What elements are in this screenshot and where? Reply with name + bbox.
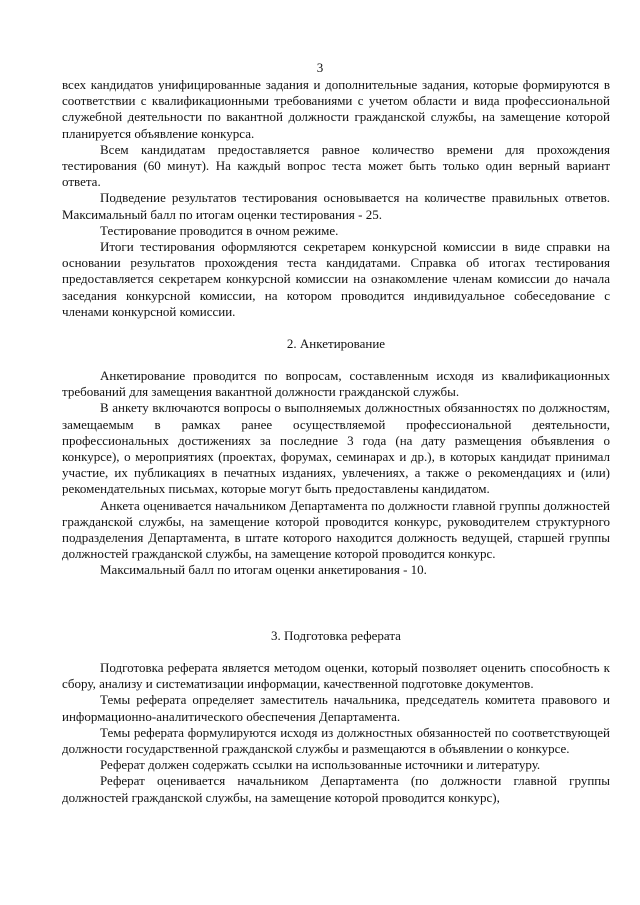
paragraph: Анкетирование проводится по вопросам, составленным исходя из квалификационных требований для замещения вакантной должности гражданской службы. [62,368,610,400]
paragraph: Реферат оценивается начальником Департамента (по должности главной группы должностей гражданской службы, на замещение которой проводится конкурс), [62,773,610,805]
section-questionnaire [62,368,610,579]
section-essay [62,660,610,806]
paragraph: Темы реферата определяет заместитель начальника, председатель комитета правового и информационно-аналитического обеспечения Департамента. [62,692,610,724]
paragraph: Темы реферата формулируются исходя из должностных обязанностей по соответствующей должности государственной гражданской службы и размещаются в объявлении о конкурсе. [62,724,610,757]
section-testing-continued [62,77,610,320]
section-heading-essay: 3. Подготовка реферата [271,628,401,643]
paragraph: Итоги тестирования оформляются секретарем конкурсной комиссии в виде справки на основании результатов прохождения теста кандидатами. Справка об итогах тестирования предоставляется секретарем конкурсной комиссии на ознакомление членам комиссии до начала заседания конкурсной комиссии, на котором проводится индивидуальное собеседование с членами конкурсной комиссии. [62,239,610,319]
paragraph: В анкету включаются вопросы о выполняемых должностных обязанностях по должностям, замещаемым в рамках ранее осуществляемой профессиональной деятельности, профессиональных достижениях за последние 3 года (на дату размещения объявления о конкурсе), о мероприятиях (проектах, форумах, семинарах и др.), в которых кандидат принимал участие, их публикациях в печатных изданиях, увлечениях, а также о рекомендациях и (или) рекомендательных письмах, которые могут быть предоставлены кандидатом. [62,400,610,497]
paragraph: Анкета оценивается начальником Департамента по должности главной группы должностей гражданской службы, на замещение которой проводится конкурс, руководителем структурного подразделения Департамента, в штате которого находится должность ведущей, старшей группы должностей гражданской службы, на замещение которой проводится конкурс. [62,497,610,562]
paragraph: Тестирование проводится в очном режиме. [100,222,339,238]
section-heading-questionnaire: 2. Анкетирование [286,336,386,351]
paragraph: Реферат должен содержать ссылки на использованные источники и литературу. [100,757,541,773]
paragraph: Подготовка реферата является методом оценки, который позволяет оценить способность к сбору, анализу и систематизации информации, качественной подготовке документов. [62,660,610,692]
paragraph: Максимальный балл по итогам оценки анкетирования - 10. [100,562,427,578]
page-number: 3 [316,60,324,75]
paragraph: Всем кандидатам предоставляется равное количество времени для прохождения тестирования (60 минут). На каждый вопрос теста может быть только один верный вариант ответа. [62,141,610,190]
paragraph: Подведение результатов тестирования основывается на количестве правильных ответов. Максимальный балл по итогам оценки тестирования - 25. [62,190,610,222]
paragraph: всех кандидатов унифицированные задания и дополнительные задания, которые формируются в соответствии с квалификационными требованиями с учетом области и вида профессиональной служебной деятельности по вакантной должности гражданской службы, на замещение которой планируется объявление конкурса. [62,77,610,141]
